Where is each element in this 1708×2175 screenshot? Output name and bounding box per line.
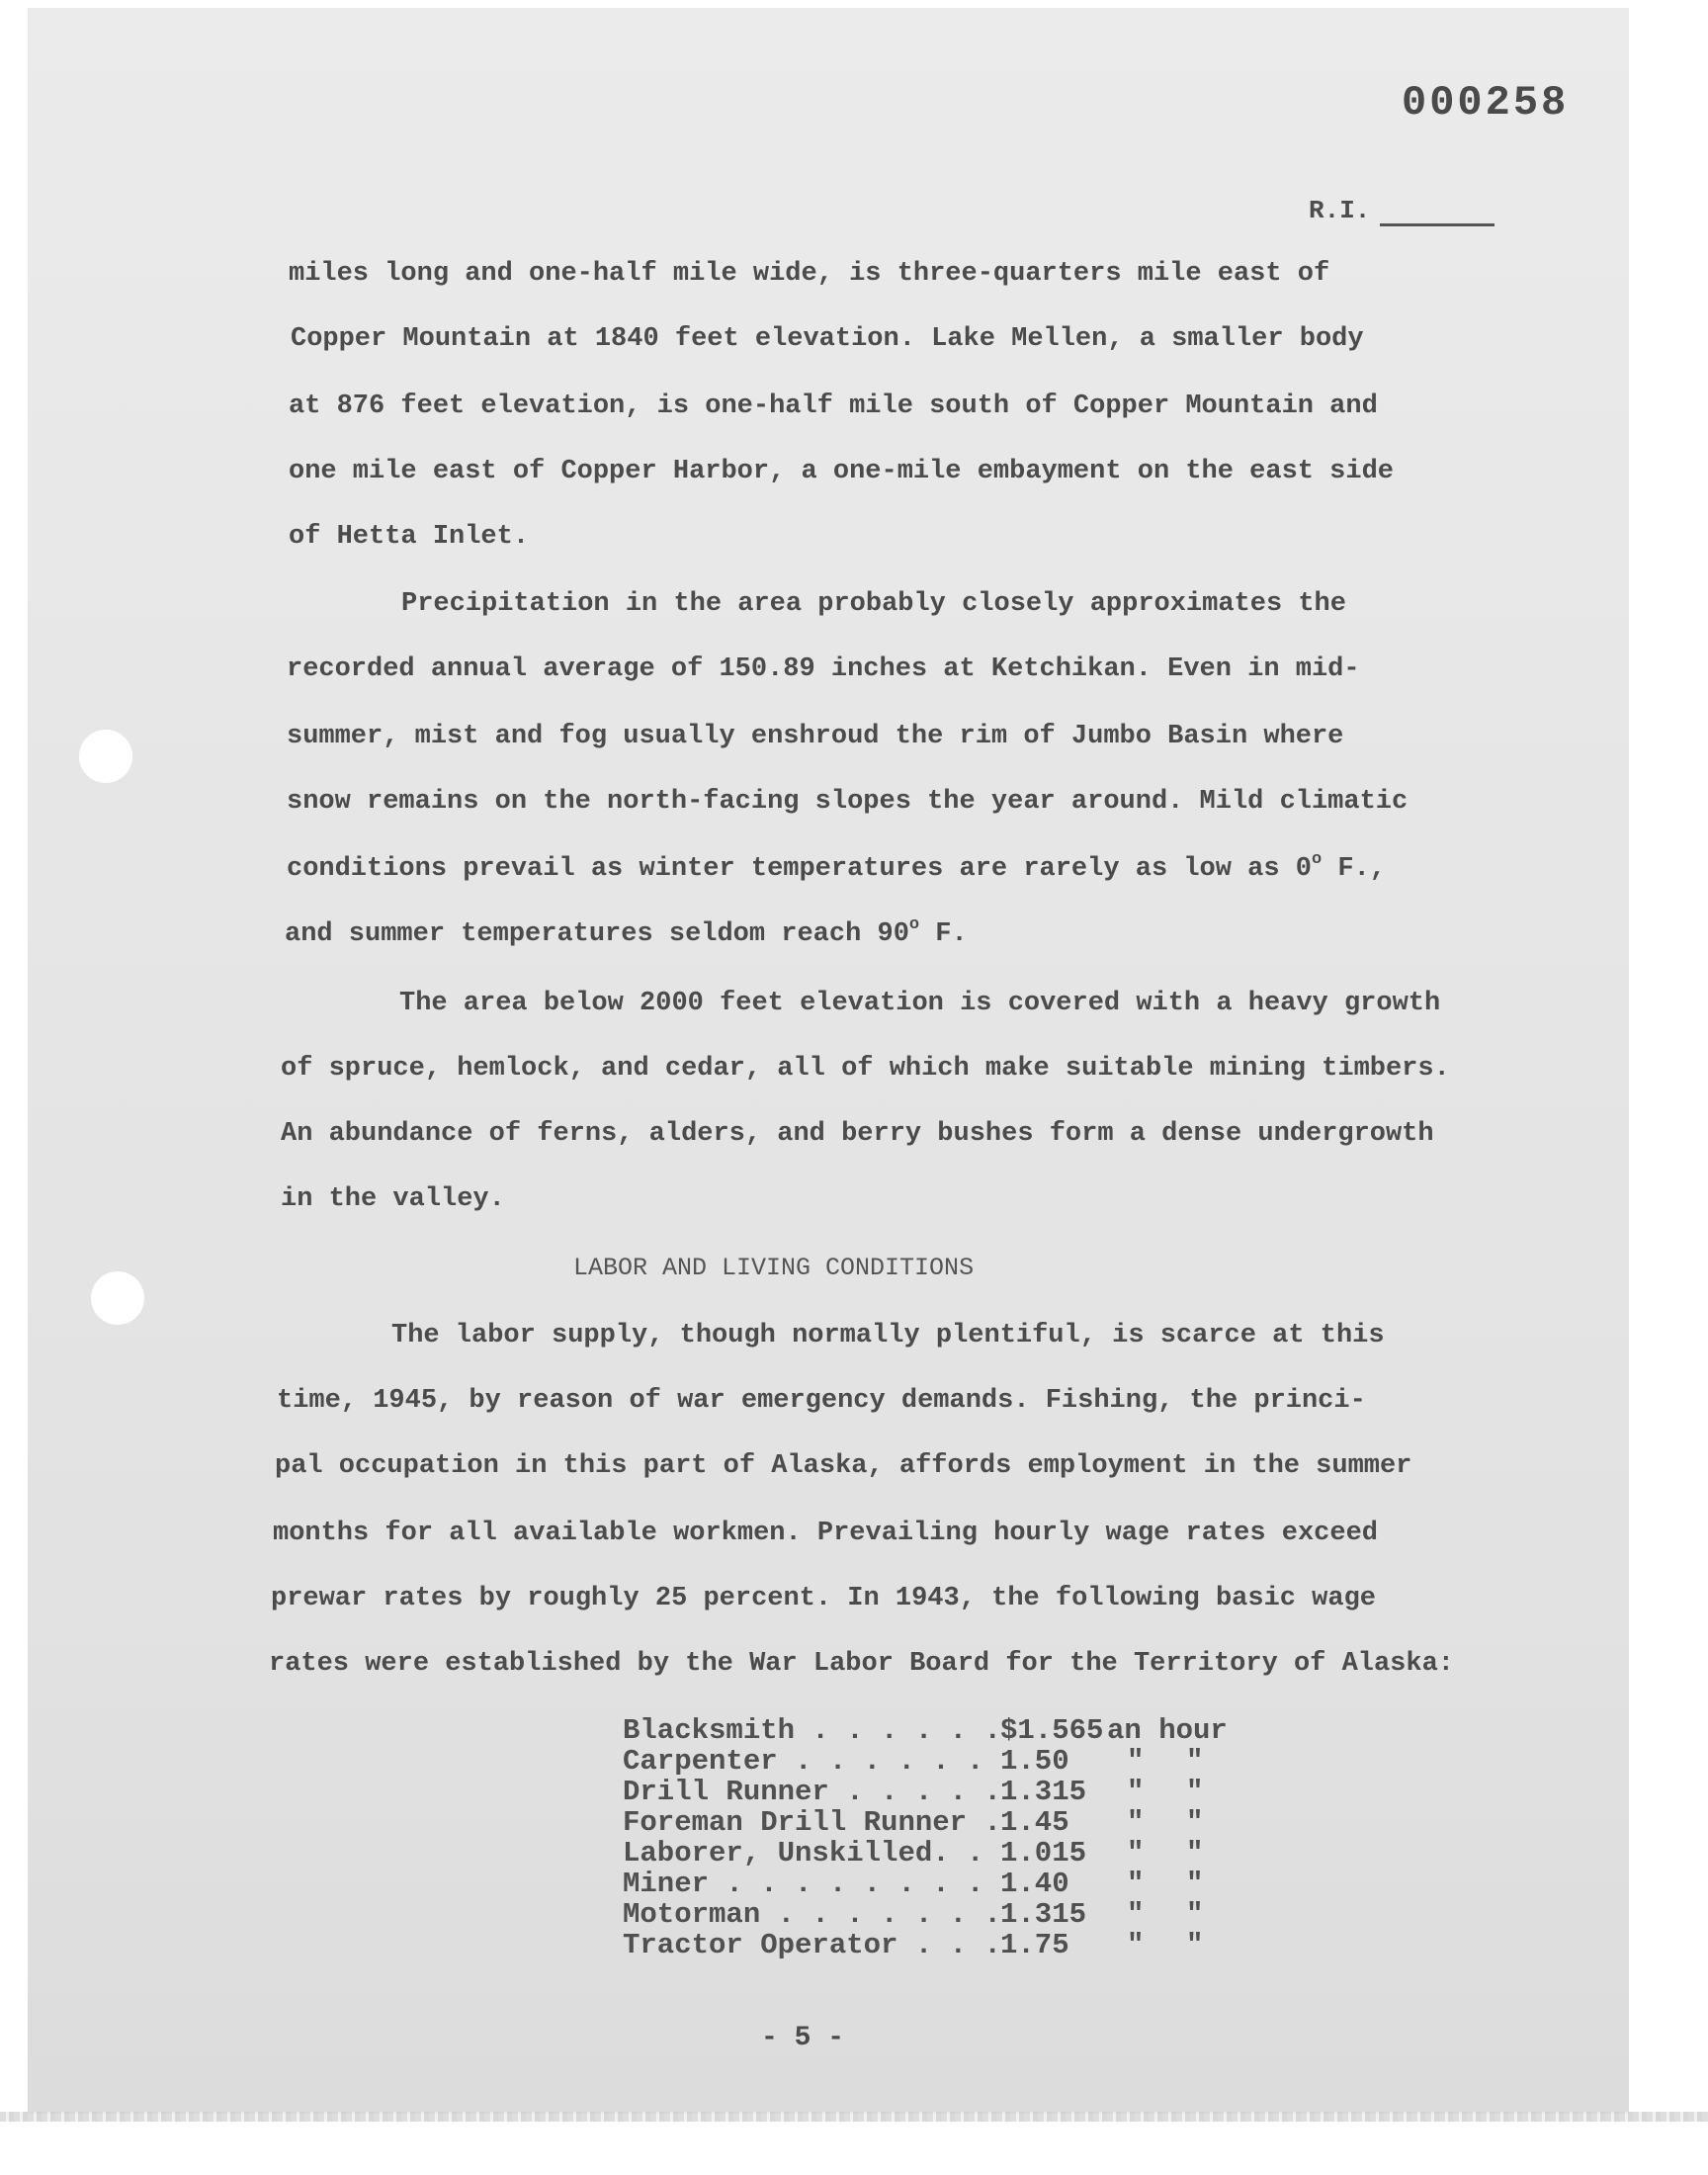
ditto-mark: " <box>1186 1806 1204 1839</box>
wage-rate: 1.40 <box>1000 1868 1069 1900</box>
ditto-mark: " <box>1186 1868 1204 1900</box>
text-line: Precipitation in the area probably closely approximates the <box>401 589 1346 619</box>
occupation-label: Carpenter . . . . . . <box>623 1745 984 1778</box>
punch-hole <box>91 1271 144 1325</box>
wage-rate: $1.565 <box>1000 1714 1104 1747</box>
text-line: summer, mist and fog usually enshroud the rim of Jumbo Basin where <box>287 722 1344 751</box>
text-line: months for all available workmen. Prevailing hourly wage rates exceed <box>273 1519 1378 1548</box>
ditto-mark: " <box>1127 1776 1145 1808</box>
ditto-mark: " <box>1127 1929 1145 1961</box>
page-number: - 5 - <box>761 2023 845 2053</box>
text-line: The area below 2000 feet elevation is covered with a heavy growth <box>399 989 1441 1018</box>
text-line: one mile east of Copper Harbor, a one-mile embayment on the east side <box>289 457 1394 486</box>
ditto-mark: " <box>1186 1898 1204 1931</box>
text-line: of Hetta Inlet. <box>289 522 530 552</box>
text-line: miles long and one-half mile wide, is three-quarters mile east of <box>289 259 1330 289</box>
ditto-mark: " <box>1127 1745 1145 1778</box>
wage-unit: an hour <box>1107 1714 1228 1747</box>
wage-rate: 1.015 <box>1000 1837 1087 1870</box>
document-number: 000258 <box>1402 79 1570 127</box>
text-line: snow remains on the north-facing slopes the year around. Mild climatic <box>287 787 1409 817</box>
text-line: The labor supply, though normally plentiful, is scarce at this <box>391 1321 1385 1350</box>
ri-label: R.I. <box>1309 196 1371 225</box>
occupation-label: Drill Runner . . . . . <box>623 1776 1001 1808</box>
ditto-mark: " <box>1127 1837 1145 1870</box>
wage-rate: 1.315 <box>1000 1776 1087 1808</box>
occupation-label: Foreman Drill Runner . <box>623 1806 1001 1839</box>
text-line: Copper Mountain at 1840 feet elevation. Lake Mellen, a smaller body <box>291 324 1364 354</box>
occupation-label: Miner . . . . . . . . . <box>623 1868 1019 1900</box>
ri-blank-line <box>1380 223 1494 226</box>
text-line: at 876 feet elevation, is one-half mile south of Copper Mountain and <box>289 392 1378 421</box>
degree-symbol: o <box>908 915 920 934</box>
ditto-mark: " <box>1127 1868 1145 1900</box>
text-line: An abundance of ferns, alders, and berry bushes form a dense undergrowth <box>281 1119 1434 1149</box>
degree-symbol: o <box>1311 850 1323 869</box>
wage-rate: 1.50 <box>1000 1745 1069 1778</box>
occupation-label: Laborer, Unskilled. . <box>623 1837 984 1870</box>
text-line: recorded annual average of 150.89 inches at Ketchikan. Even in mid- <box>287 654 1360 684</box>
text-line: of spruce, hemlock, and cedar, all of which make suitable mining timbers. <box>281 1054 1450 1084</box>
ditto-mark: " <box>1186 1837 1204 1870</box>
text-line: and summer temperatures seldom reach 90$^o$ F. <box>285 915 968 949</box>
ditto-mark: " <box>1127 1898 1145 1931</box>
ditto-mark: " <box>1186 1929 1204 1961</box>
wage-rate: 1.45 <box>1000 1806 1069 1839</box>
occupation-label: Motorman . . . . . . . <box>623 1898 1001 1931</box>
text-line: rates were established by the War Labor Board for the Territory of Alaska: <box>269 1649 1454 1679</box>
occupation-label: Blacksmith . . . . . . <box>623 1714 1001 1747</box>
occupation-label: Tractor Operator . . . <box>623 1929 1001 1961</box>
scan-edge <box>0 2112 1708 2122</box>
wage-rate: 1.75 <box>1000 1929 1069 1961</box>
ditto-mark: " <box>1186 1776 1204 1808</box>
text-line: in the valley. <box>281 1184 505 1214</box>
text-line: conditions prevail as winter temperatures are rarely as low as 0$^o$ F., <box>287 850 1386 884</box>
punch-hole <box>79 730 132 783</box>
text-line: prewar rates by roughly 25 percent. In 1943, the following basic wage <box>271 1584 1376 1613</box>
section-heading: LABOR AND LIVING CONDITIONS <box>573 1254 975 1282</box>
ditto-mark: " <box>1186 1745 1204 1778</box>
text-line: pal occupation in this part of Alaska, affords employment in the summer <box>275 1451 1412 1481</box>
ditto-mark: " <box>1127 1806 1145 1839</box>
wage-rate: 1.315 <box>1000 1898 1087 1931</box>
text-line: time, 1945, by reason of war emergency demands. Fishing, the princi- <box>277 1386 1366 1416</box>
